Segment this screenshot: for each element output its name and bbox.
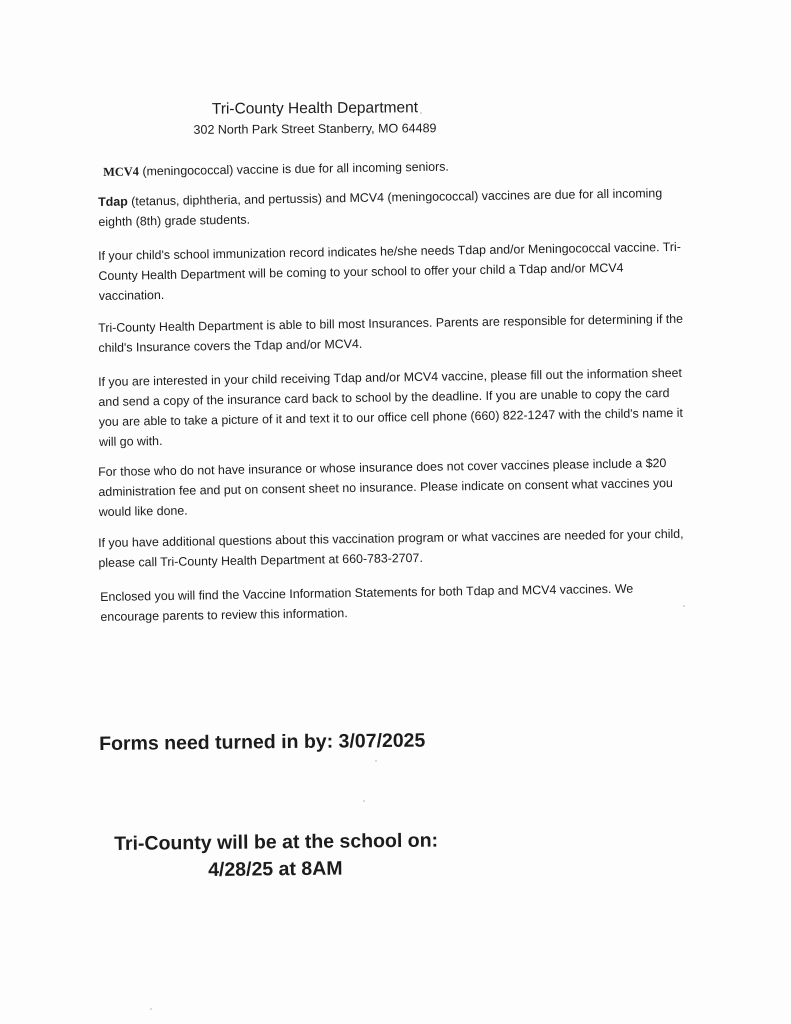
- forms-deadline: Forms need turned in by: 3/07/2025: [99, 729, 426, 755]
- scan-speck: [375, 760, 377, 762]
- paragraph-tdap-eighth-grade: [98, 183, 689, 232]
- org-address: 302 North Park Street Stanberry, MO 64489: [193, 121, 437, 137]
- paragraph-insurance-billing: Tri-County Health Department is able to bill most Insurances. Parents are responsible for determining if the child's Insurance covers the Tdap and/or MCV4.: [98, 311, 684, 355]
- visit-date-time: 4/28/25 at 8AM: [208, 857, 343, 881]
- paragraph-questions-contact: If you have additional questions about this vaccination program or what vaccines are needed for your child, please call Tri-County Health Department at 660-783-2707.: [98, 526, 684, 570]
- paragraph-immunization-record: If your child's school immunization record indicates he/she needs Tdap and/or Meningococcal vaccine. Tri-County Health Department will be coming to your school to offer your child a Tdap and/or MCV4 vaccination.: [98, 239, 681, 303]
- scan-speck: [150, 1008, 152, 1010]
- scan-speck: [363, 800, 365, 802]
- paragraph-mcv4-seniors: [103, 153, 693, 182]
- visit-announcement: Tri-County will be at the school on:: [114, 829, 439, 855]
- tdap-term: Tdap: [98, 194, 128, 209]
- org-name: Tri-County Health Department: [211, 99, 419, 118]
- paragraph-enclosed-statements: Enclosed you will find the Vaccine Information Statements for both Tdap and MCV4 vaccines. We encourage parents to review this information.: [100, 581, 634, 624]
- scan-speck: [683, 605, 685, 607]
- scan-speck: [420, 112, 422, 114]
- tdap-text: (tetanus, diphtheria, and pertussis) and MCV4 (meningococcal) vaccines are due for all incoming eighth (8th) grade students.: [98, 186, 663, 229]
- mcv4-term: MCV4: [103, 164, 140, 179]
- paragraph-interest-instructions: If you are interested in your child receiving Tdap and/or MCV4 vaccine, please fill out the information sheet and send a copy of the insurance card back to school by the deadline. If you are unable to copy the card you are able to take a picture of it and text it to our office cell phone (660) 822-1247 with the child's name it will go with.: [98, 365, 683, 449]
- paragraph-uninsured-fee: For those who do not have insurance or whose insurance does not cover vaccines please include a $20 administration fee and put on consent sheet no insurance. Please indicate on consent what vaccines you would like done.: [98, 456, 673, 519]
- mcv4-text: (meningococcal) vaccine is due for all incoming seniors.: [138, 159, 449, 179]
